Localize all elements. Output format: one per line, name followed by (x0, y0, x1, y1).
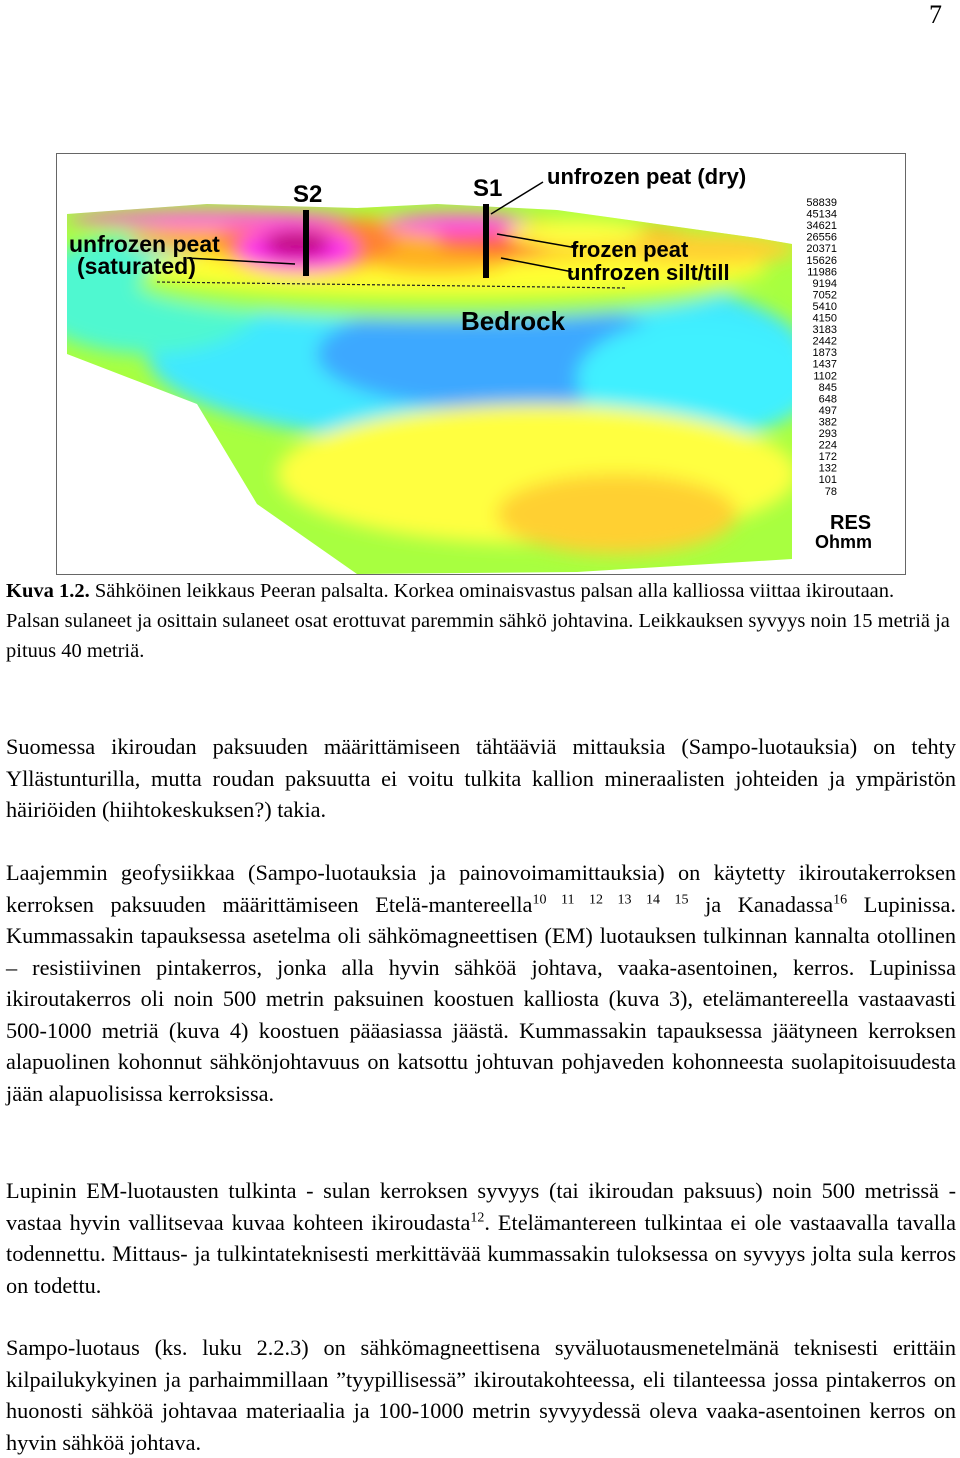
s2-label: S2 (293, 181, 323, 208)
paragraph-geophysics (6, 857, 956, 1109)
legend-value: 293 (818, 428, 837, 440)
legend-value: 132 (818, 462, 837, 475)
paragraph-sampo: Sampo-luotaus (ks. luku 2.2.3) on sähkömagneettisena syväluotausmenetelmänä teknisesti erittäin kilpailukykyinen ja parhaimmillaan ”tyypillisessä” ikiroutakohteessa, eli tilanteessa jossa pintakerros on huonosti sähköä johtavaa materiaalia ja 100-1000 metrin syvyydessä oleva vaaka-asentoinen kerros on hyvin sähköä johtava. (6, 1335, 956, 1455)
reference-sup-10-15: 10 11 12 13 14 15 (532, 892, 689, 908)
paragraph-geophysics-text-1: Laajemmin geofysiikkaa (Sampo-luotauksia ja painovoimamittauksia) on käytetty ikiroutakerroksen kerroksen paksuuden määrittämiseen Etelä-mantereella (6, 860, 956, 917)
legend-value: 78 (824, 485, 837, 498)
legend-value: 497 (818, 404, 837, 417)
figure-caption (6, 576, 952, 666)
borehole-s2 (303, 210, 309, 276)
legend-value: 3183 (812, 324, 837, 337)
legend-value: 101 (818, 474, 837, 487)
legend-value: 382 (818, 416, 837, 429)
legend-value: 20371 (806, 243, 837, 256)
legend-value: 11986 (807, 266, 837, 279)
unfrozen-peat-saturated-label-line2: (saturated) (77, 253, 196, 279)
paragraph-geophysics-text-3: Lupinissa. Kummassakin tapauksessa asetelma oli sähkömagneettisen (EM) luotauksen tulkinnan kannalta otollinen – resistiivinen pintakerros, jonka alla hyvin sähköä johtava, vaaka-asentoinen, kerros. Lupinissa ikiroutakerros oli noin 500 metrin paksuinen koostuen kalliosta (kuva 3), etelämantereella vastaavasti 500-1000 metriä (kuva 4) koostuen pääasiassa jäästä. Kummassakin tapauksessa jäätyneen kerroksen alapuolinen kohonnut sähkönjohtavuus on katsottu johtuvan pohjaveden kohonneesta suolapitoisuudesta jään alapuolisissa kerroksissa. (6, 891, 956, 1106)
paragraph-lupin-text-1: Lupinin EM-luotausten tulkinta - sulan kerroksen syvyys (tai ikiroudan paksuus) noin 500 metrissä - vastaa hyvin vallitsevaa kuvaa kohteen ikiroudasta (6, 1178, 956, 1235)
legend-value: 45134 (806, 208, 837, 221)
frozen-peat-label: frozen peat (571, 237, 689, 262)
legend-value: 4150 (812, 312, 837, 325)
legend-value: 5410 (812, 300, 837, 313)
reference-sup-16: 16 (833, 892, 848, 908)
legend-value: 15626 (806, 254, 837, 267)
legend-unit-ohmm: Ohmm (815, 532, 873, 552)
unfrozen-peat-dry-label: unfrozen peat (dry) (547, 164, 747, 189)
s1-label: S1 (473, 175, 503, 202)
legend-value: 34621 (806, 220, 837, 233)
page-number: 7 (929, 0, 942, 29)
paragraph-lupin (6, 1175, 956, 1301)
legend-value: 2442 (812, 335, 837, 348)
legend-value: 1102 (813, 370, 837, 383)
legend-value: 648 (818, 393, 837, 406)
legend-value: 7052 (812, 289, 837, 302)
legend-unit-res: RES (830, 512, 872, 534)
resistivity-section-figure (56, 153, 906, 575)
caption-text: Sähköinen leikkaus Peeran palsalta. Korkea ominaisvastus palsan alla kalliossa viittaa ikiroutaan. Palsan sulaneet ja osittain sulaneet osat erottuvat paremmin sähkö johtavina. Leikkauksen syvyys noin 15 metriä ja pituus 40 metriä. (6, 580, 950, 662)
bedrock-label: Bedrock (461, 306, 566, 336)
paragraph-geophysics-text-2: ja Kanadassa (688, 891, 834, 917)
legend-value: 1873 (812, 347, 837, 360)
resistivity-legend (806, 197, 837, 498)
unfrozen-silt-till-label: unfrozen silt/till (567, 260, 730, 285)
legend-value: 9194 (812, 277, 837, 290)
legend-value: 26556 (806, 231, 837, 244)
resistivity-section-image (57, 154, 905, 574)
legend-value: 58839 (806, 197, 837, 209)
caption-label: Kuva 1.2. (6, 580, 90, 602)
legend-value: 1437 (812, 358, 837, 371)
legend-value: 172 (818, 451, 837, 464)
unfrozen-peat-saturated-label-line1: unfrozen peat (69, 231, 220, 257)
legend-value: 845 (818, 381, 837, 394)
paragraph-lupin-text-2: . Etelämantereen tulkintaa ei ole vastaavalla tavalla todennettu. Mittaus- ja tulkintateknisesti merkittävää kummassakin tuloksessa on syvyys jolta sula kerros on todettu. (6, 1209, 956, 1298)
paragraph-ylläs: Suomessa ikiroudan paksuuden määrittämiseen tähtääviä mittauksia (Sampo-luotauksia) on tehty Yllästunturilla, mutta roudan paksuutta ei voitu tulkita kallion mineraalisten johteiden ja ympäristön häiriöiden (hiihtokeskuksen?) takia. (6, 734, 956, 822)
borehole-s1 (483, 204, 489, 278)
legend-value: 224 (818, 439, 837, 452)
reference-sup-12: 12 (470, 1210, 485, 1226)
